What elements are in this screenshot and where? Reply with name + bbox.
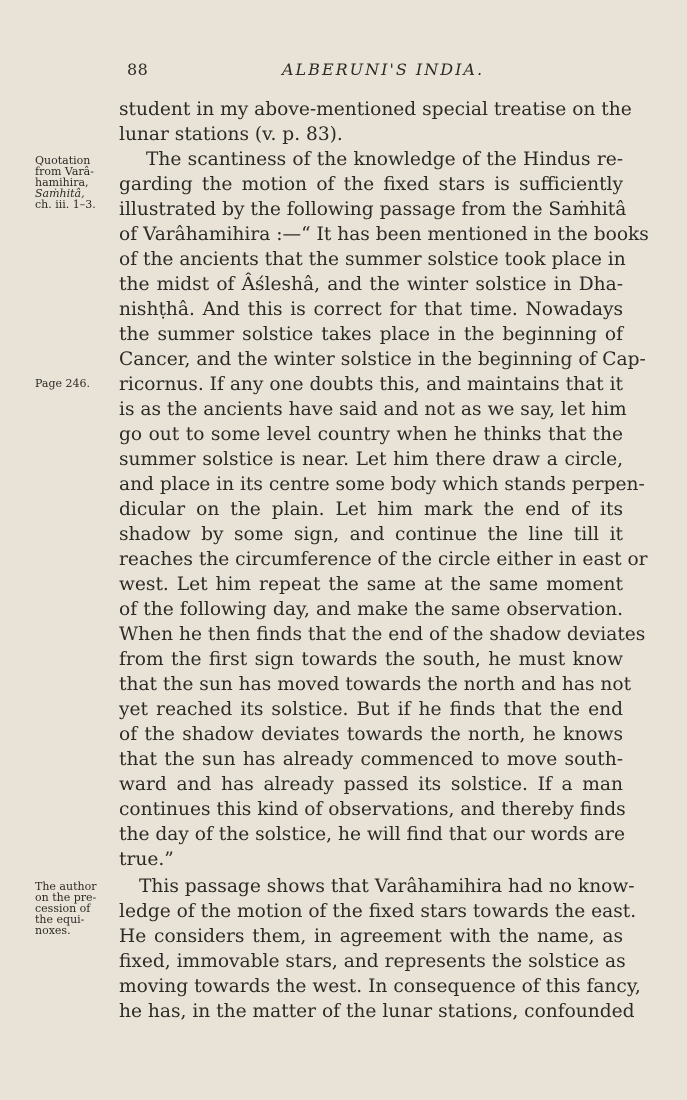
body-line: ledge of the motion of the fixed stars towards the east.: [119, 901, 637, 922]
body-line: is as the ancients have said and not as we say, let him: [119, 399, 627, 420]
body-line: the midst of Âśleshâ, and the winter solstice in Dha-: [119, 274, 623, 295]
body-line: illustrated by the following passage from the Saṁhitâ: [119, 199, 627, 220]
body-line: summer solstice is near. Let him there draw a circle,: [119, 449, 623, 470]
body-line: and place in its centre some body which stands perpen-: [119, 474, 645, 495]
margin-note-line: on the pre-: [35, 891, 97, 904]
body-line: ricornus. If any one doubts this, and maintains that it: [119, 374, 623, 395]
body-line: lunar stations (v. p. 83).: [119, 124, 343, 145]
body-line: nishṭhâ. And this is correct for that time. Nowadays: [119, 299, 623, 320]
body-line: he has, in the matter of the lunar stations, confounded: [119, 1001, 635, 1022]
body-line: go out to some level country when he thinks that the: [119, 424, 623, 445]
page-header: [0, 60, 687, 86]
margin-note-line: the equi-: [35, 913, 85, 926]
body-line: He considers them, in agreement with the name, as: [119, 926, 623, 947]
margin-note-line: hamihira,: [35, 176, 89, 189]
body-line: of Varâhamihira :—“ It has been mentioned in the books: [119, 224, 649, 245]
body-line: moving towards the west. In consequence of this fancy,: [119, 976, 641, 997]
body-line: that the sun has already commenced to move south-: [119, 749, 623, 770]
body-line: yet reached its solstice. But if he finds that the end: [119, 699, 623, 720]
body-line: the summer solstice takes place in the beginning of: [119, 324, 623, 345]
body-line: west. Let him repeat the same at the same moment: [119, 574, 623, 595]
margin-note-line: Saṁhitâ,: [35, 187, 85, 200]
margin-note-line: Quotation: [35, 154, 91, 167]
margin-note-line: noxes.: [35, 924, 71, 937]
body-line: garding the motion of the fixed stars is sufficiently: [119, 174, 623, 195]
body-line: fixed, immovable stars, and represents the solstice as: [119, 951, 626, 972]
body-line: dicular on the plain. Let him mark the end of its: [119, 499, 623, 520]
page-number: 88: [127, 60, 149, 79]
body-line: true.”: [119, 849, 174, 870]
body-line: of the ancients that the summer solstice took place in: [119, 249, 626, 270]
body-line: reaches the circumference of the circle either in east or: [119, 549, 648, 570]
margin-note-line: from Varâ-: [35, 165, 94, 178]
body-line: shadow by some sign, and continue the line till it: [119, 524, 623, 545]
body-line: When he then finds that the end of the shadow deviates: [119, 624, 646, 645]
body-line: from the first sign towards the south, he must know: [119, 649, 623, 670]
body-line: of the shadow deviates towards the north, he knows: [119, 724, 623, 745]
body-line: of the following day, and make the same observation.: [119, 599, 623, 620]
body-line: ward and has already passed its solstice. If a man: [119, 774, 623, 795]
body-line: The scantiness of the knowledge of the Hindus re-: [146, 149, 623, 170]
margin-note-line: cession of: [35, 902, 91, 915]
running-title: ALBERUNI'S INDIA.: [282, 60, 485, 79]
margin-note-line: Page 246.: [35, 377, 91, 390]
body-line: that the sun has moved towards the north and has not: [119, 674, 632, 695]
margin-note-line: The author: [35, 880, 97, 893]
margin-note-line: ch. iii. 1–3.: [35, 198, 96, 211]
body-line: the day of the solstice, he will find that our words are: [119, 824, 625, 845]
body-line: This passage shows that Varâhamihira had no know-: [139, 876, 635, 897]
body-line: continues this kind of observations, and thereby finds: [119, 799, 626, 820]
body-line: Cancer, and the winter solstice in the beginning of Cap-: [119, 349, 646, 370]
body-line: student in my above-mentioned special treatise on the: [119, 99, 632, 120]
